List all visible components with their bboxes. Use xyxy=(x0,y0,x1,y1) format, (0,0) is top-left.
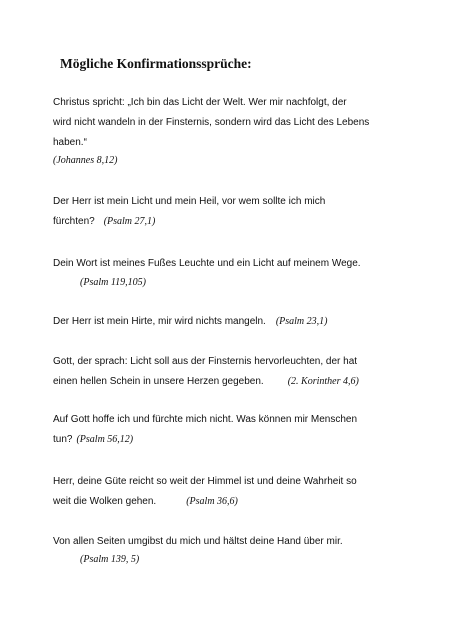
verse-text-line: tun? xyxy=(53,434,73,445)
verse-text-line: Der Herr ist mein Licht und mein Heil, vor wem sollte ich mich xyxy=(53,196,326,207)
verse-reference: (Psalm 27,1) xyxy=(103,216,156,227)
verse-block-3 xyxy=(53,254,413,293)
verse-text-line: wird nicht wandeln in der Finsternis, sondern wird das Licht des Lebens xyxy=(53,117,370,128)
verse-block-1 xyxy=(53,93,413,171)
verse-reference: (Psalm 56,12) xyxy=(76,434,134,445)
verse-block-2 xyxy=(53,192,413,232)
verse-text-line: Herr, deine Güte reicht so weit der Himmel ist und deine Wahrheit so xyxy=(53,476,357,487)
verse-text-line: Gott, der sprach: Licht soll aus der Finsternis hervorleuchten, der hat xyxy=(53,356,358,367)
verse-block-8 xyxy=(53,532,413,570)
verse-text-line: einen hellen Schein in unsere Herzen gegeben. xyxy=(53,376,264,387)
verse-text-line: Auf Gott hoffe ich und fürchte mich nicht. Was können mir Menschen xyxy=(53,414,358,425)
verse-text-line: Von allen Seiten umgibst du mich und hältst deine Hand über mir. xyxy=(53,536,343,547)
verse-block-7 xyxy=(53,472,413,512)
verse-reference: (2. Korinther 4,6) xyxy=(287,376,359,387)
verse-reference: (Psalm 36,6) xyxy=(186,496,238,507)
verse-block-5 xyxy=(53,352,413,392)
page-title: Mögliche Konfirmationssprüche: xyxy=(60,56,252,71)
verse-reference: (Psalm 119,105) xyxy=(80,277,146,288)
verse-text-line: Der Herr ist mein Hirte, mir wird nichts mangeln. xyxy=(53,316,266,327)
verse-reference: (Johannes 8,12) xyxy=(53,155,118,166)
verse-block-4 xyxy=(53,312,413,332)
verse-text-line: Christus spricht: „Ich bin das Licht der Welt. Wer mir nachfolgt, der xyxy=(53,97,347,108)
verse-reference: (Psalm 23,1) xyxy=(275,316,328,327)
verse-reference: (Psalm 139, 5) xyxy=(80,554,140,565)
verse-text-line: Dein Wort ist meines Fußes Leuchte und ein Licht auf meinem Wege. xyxy=(53,258,361,269)
verse-block-6 xyxy=(53,410,413,450)
verse-text-line: fürchten? xyxy=(53,216,95,227)
verse-text-line: weit die Wolken gehen. xyxy=(53,496,157,507)
verse-text-line: haben.“ xyxy=(53,137,87,148)
